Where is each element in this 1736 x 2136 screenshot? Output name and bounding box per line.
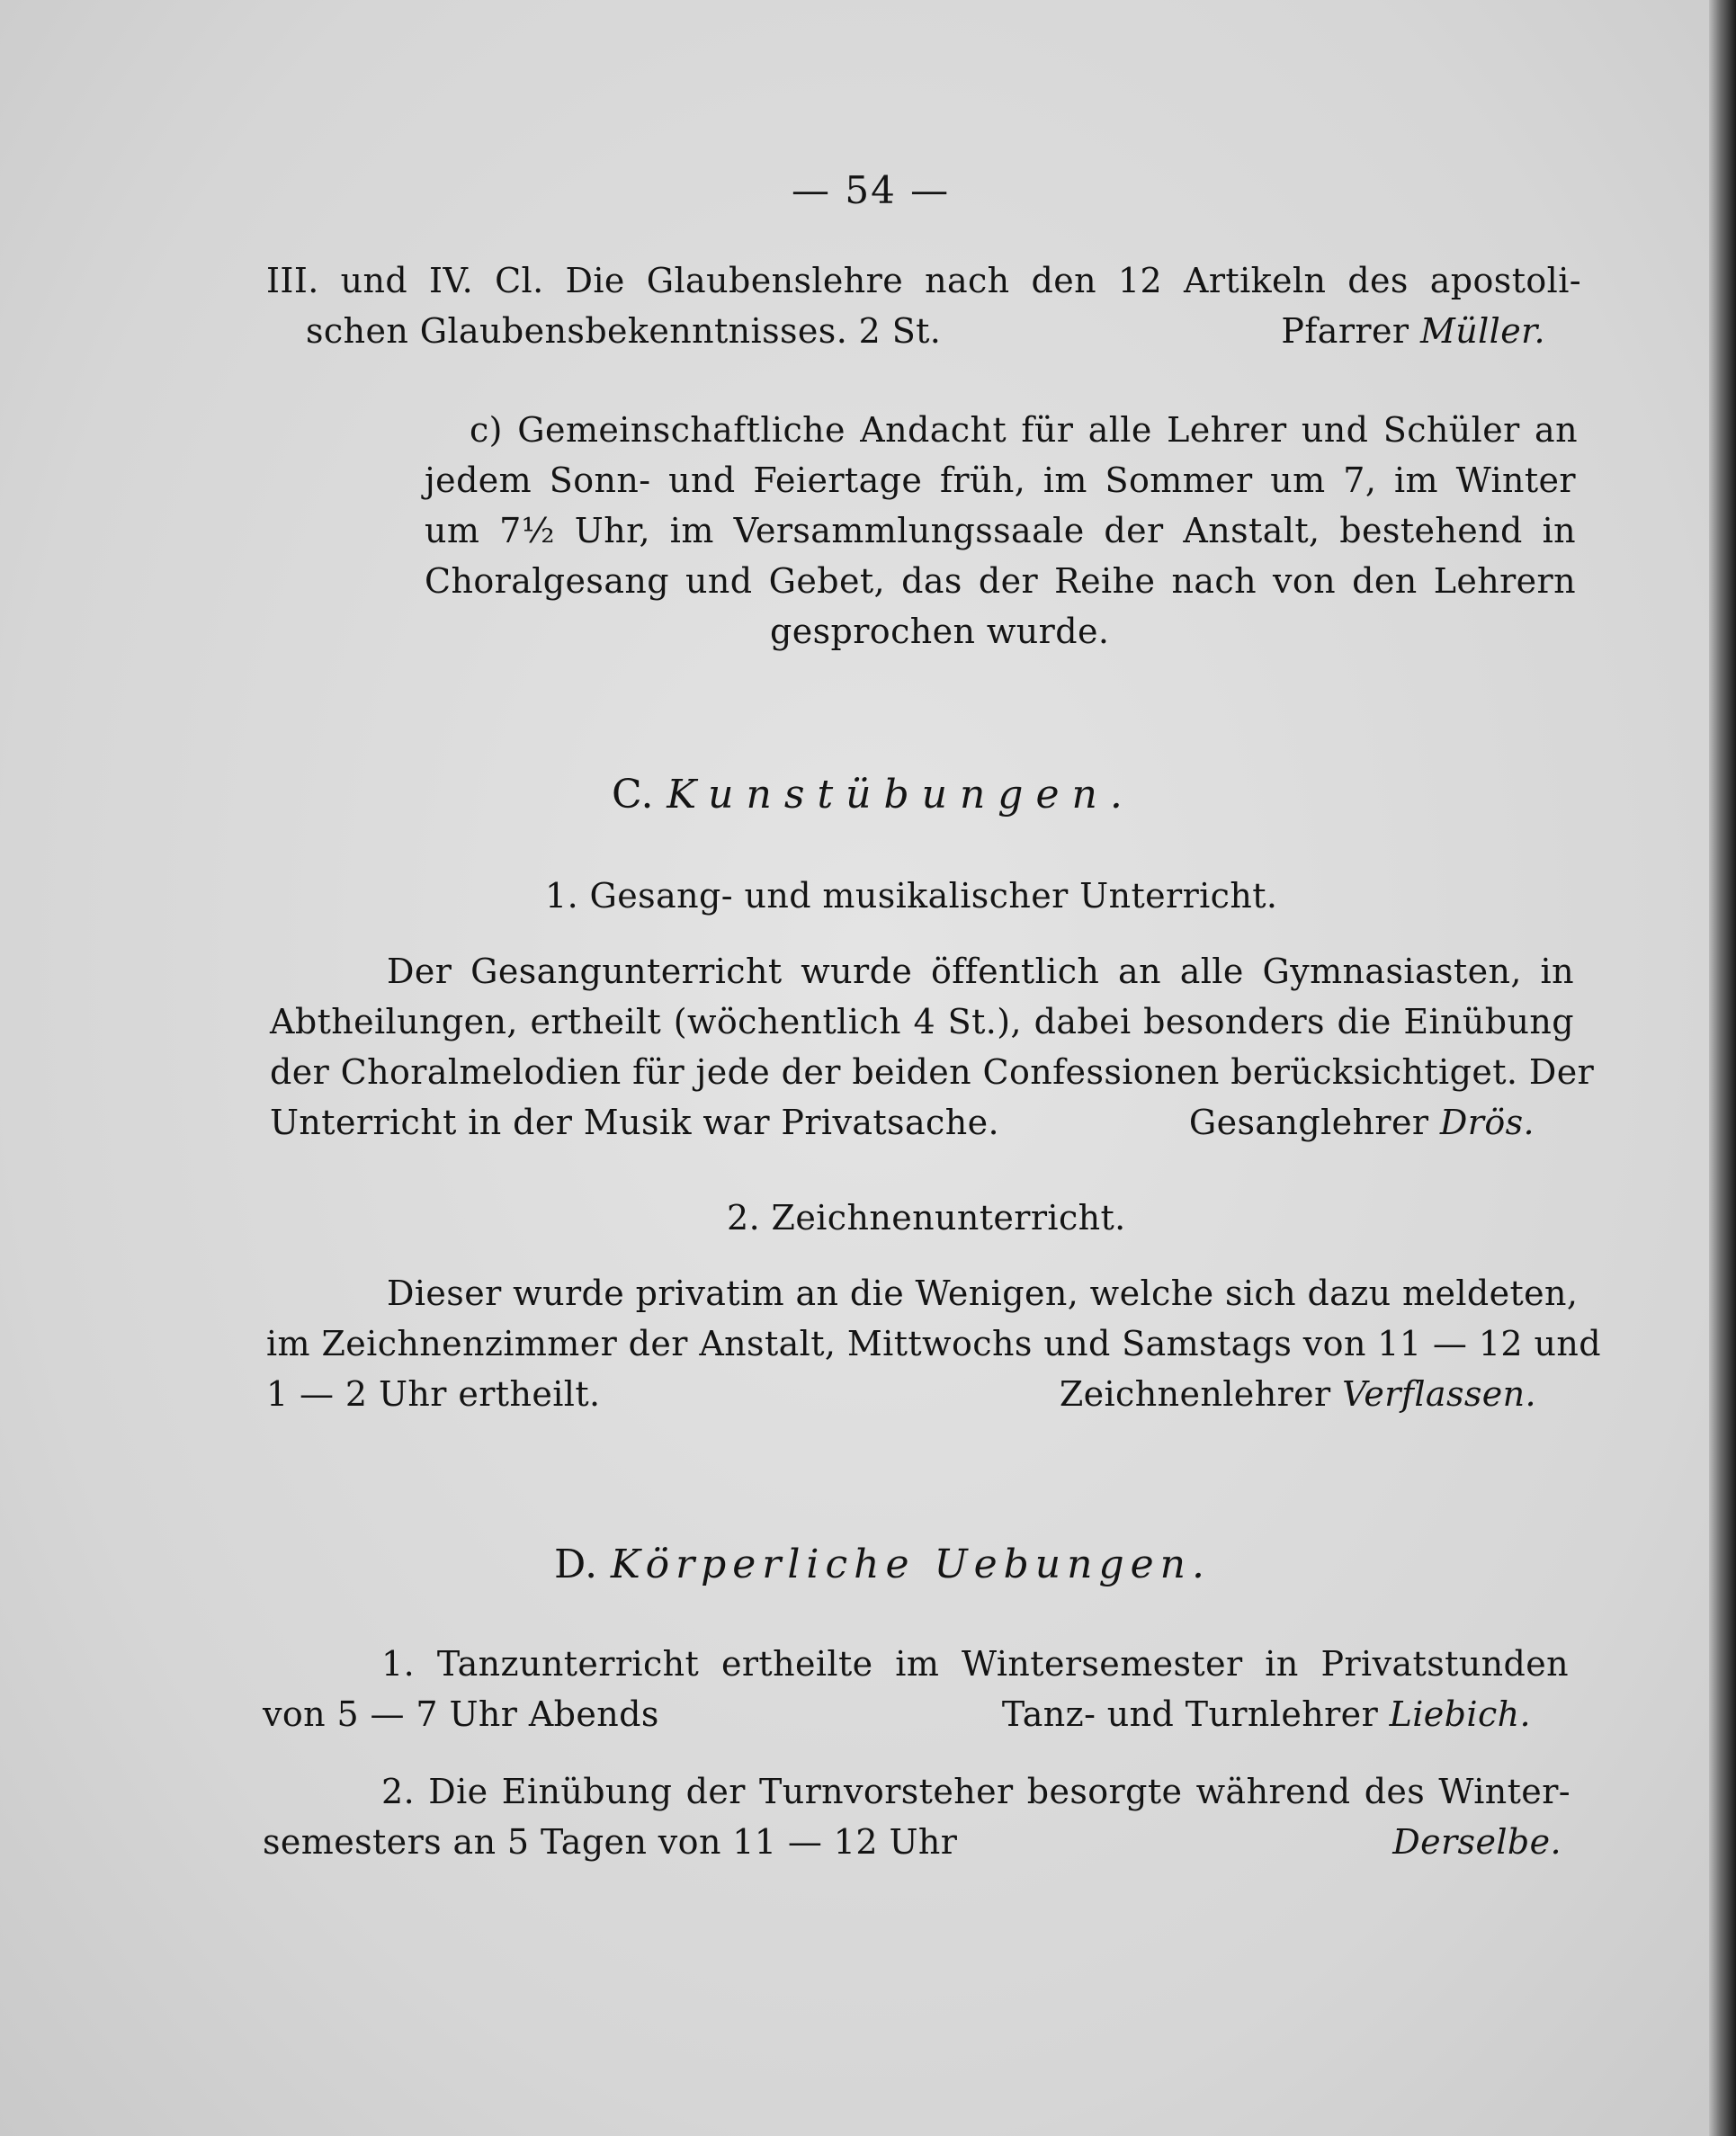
gesang-teacher-name: Drös. [1439,1103,1535,1142]
zeichnen-line-1: Dieser wurde privatim an die Wenigen, welche sich dazu meldeten, [387,1274,1579,1313]
tanz-teacher [1002,1694,1531,1734]
teacher-credit [1281,311,1545,351]
section-c-heading [612,772,1135,818]
glaubenslehre-text: schen Glaubensbekenntnisses. 2 St. [306,311,942,351]
glaubenslehre-line-1: III. und IV. Cl. Die Glaubenslehre nach den 12 Artikeln des apostoli- [266,261,1581,300]
section-d-title: Körperliche Uebungen. [610,1542,1211,1587]
tanz-teacher-name: Liebich. [1389,1694,1531,1734]
tanz-teacher-role: Tanz- und Turnlehrer [1001,1694,1390,1734]
zeichnen-teacher-name: Verflassen. [1342,1374,1536,1414]
andacht-line-5: gesprochen wurde. [770,612,1110,651]
gesang-line-3: der Choralmelodien für jede der beiden Confessionen berücksichtiget. Der [270,1052,1595,1092]
zeichnen-teacher [1060,1374,1536,1414]
section-c-title: Kunstübungen. [667,772,1135,818]
zeichnen-line-3 [266,1374,1536,1414]
andacht-line-2: jedem Sonn- und Feiertage früh, im Sommer um 7, im Winter [425,460,1576,500]
zeichnen-heading: 2. Zeichnenunterricht. [727,1198,1126,1238]
tanz-text: von 5 — 7 Uhr Abends [263,1694,659,1734]
gesang-line-1: Der Gesangunterricht wurde öffentlich an alle Gymnasiasten, in [387,952,1574,991]
page-number: — 54 — [792,168,951,212]
turn-line-1: 2. Die Einübung der Turnvorsteher besorgte während des Winter- [381,1772,1570,1811]
zeichnen-teacher-role: Zeichnenlehrer [1059,1374,1343,1414]
zeichnen-line-2: im Zeichnenzimmer der Anstalt, Mittwochs und Samstags von 11 — 12 und [266,1324,1601,1363]
glaubenslehre-line-2 [306,311,1545,351]
section-d-heading [554,1542,1211,1587]
teacher-role: Pfarrer [1281,311,1420,351]
gesang-line-2: Abtheilungen, ertheilt (wöchentlich 4 St.), dabei besonders die Einübung [270,1002,1574,1041]
section-d-letter: D. [554,1542,598,1587]
gesang-teacher [1189,1103,1535,1142]
teacher-name: Müller. [1419,311,1545,351]
tanz-line-2 [263,1694,1531,1734]
gesang-line-4 [270,1103,1535,1142]
turn-text: semesters an 5 Tagen von 11 — 12 Uhr [263,1822,958,1862]
book-gutter-shadow [1709,0,1736,2136]
tanz-line-1: 1. Tanzunterricht ertheilte im Wintersemester in Privatstunden [381,1644,1569,1684]
zeichnen-text: 1 — 2 Uhr ertheilt. [266,1374,601,1414]
gesang-heading: 1. Gesang- und musikalischer Unterricht. [545,876,1278,916]
andacht-line-3: um 7½ Uhr, im Versammlungssaale der Anstalt, bestehend in [425,511,1576,550]
gesang-teacher-role: Gesanglehrer [1188,1103,1440,1142]
andacht-line-1: c) Gemeinschaftliche Andacht für alle Lehrer und Schüler an [470,410,1578,450]
turn-teacher-name: Derselbe. [1392,1822,1562,1862]
andacht-line-4: Choralgesang und Gebet, das der Reihe nach von den Lehrern [425,561,1576,601]
turn-line-2 [263,1822,1562,1862]
section-c-letter: C. [612,772,654,818]
gesang-text: Unterricht in der Musik war Privatsache. [270,1103,999,1142]
